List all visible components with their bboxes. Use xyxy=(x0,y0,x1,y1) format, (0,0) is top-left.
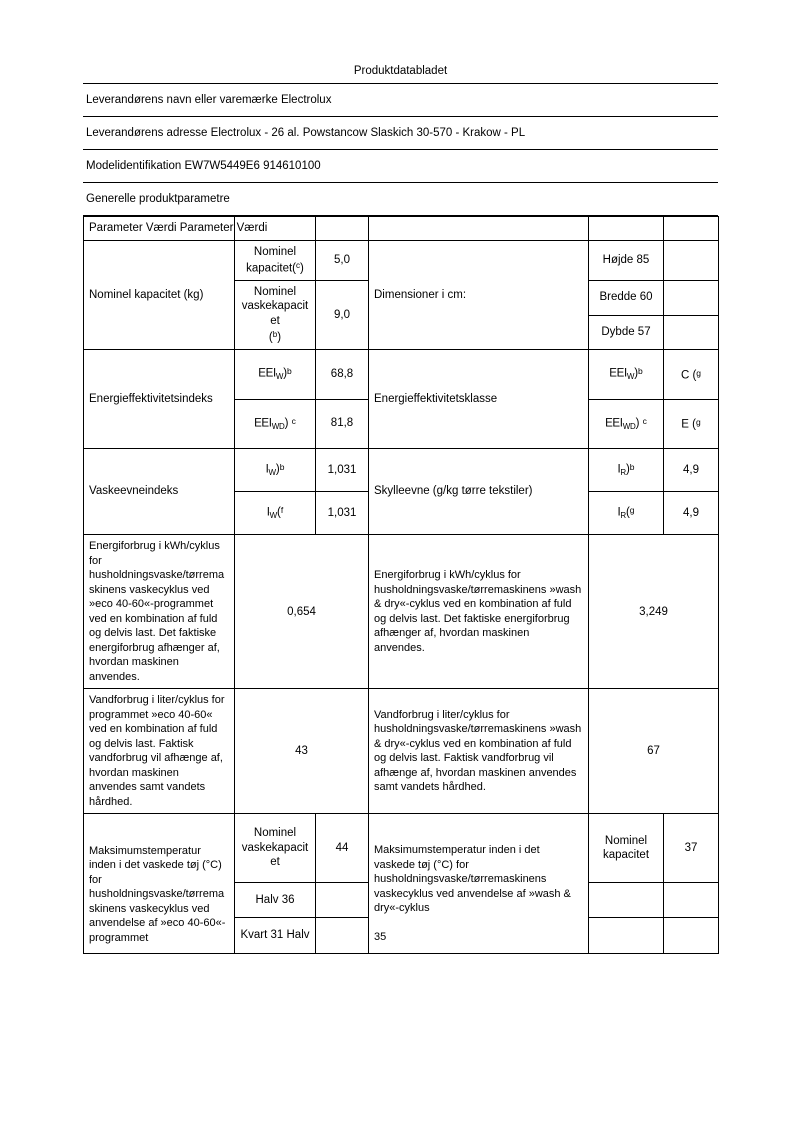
parameter-header-spacer-3 xyxy=(369,217,589,241)
wash-capacity-footnote: b xyxy=(272,330,278,340)
eei-wd-label: $EEI_{WD}$) $^c$ xyxy=(235,399,316,448)
ir-g-subscript: R xyxy=(620,510,626,520)
maxtemp-washdry-rated-value: 37 xyxy=(664,814,719,883)
water-eco-value: 43 xyxy=(235,689,369,814)
eei-w-subscript: W xyxy=(275,372,284,381)
maxtemp-eco-quarter-label: Kvart 31 Halv xyxy=(235,918,316,954)
model-identification-row: Modelidentifikation EW7W5449E6 914610100 xyxy=(83,150,718,183)
maxtemp-washdry-description xyxy=(369,814,589,954)
dimension-width: Bredde 60 xyxy=(589,280,664,315)
maxtemp-washdry-text: Maksimumstemperatur inden i det vaskede tøj (°C) for husholdningsvaske/tørremaskinens vaskecyklus ved anvendelse af »wash & dry«-cyklus xyxy=(374,844,571,915)
ir-b-label: $I_R)^b$ xyxy=(589,448,664,491)
water-washdry-description: Vandforbrug i liter/cyklus for husholdningsvaske/tørremaskinens »wash & dry«-cyklus ved en kombination af fuld og delvis last. Faktisk vandforbrug vil afhænge af, hvordan maskinen anvendes samt vandets hårdhed. xyxy=(369,689,589,814)
iw-b-subscript: W xyxy=(268,467,276,477)
energy-class-w-footnote: g xyxy=(696,367,702,378)
iw-f-label: $I_W(^f$ xyxy=(235,492,316,535)
iw-b-label: $I_W)^b$ xyxy=(235,448,316,491)
ir-b-footnote: b xyxy=(629,461,635,472)
table-row-capacity-rated xyxy=(84,240,719,280)
energy-class-wd-footnote: g xyxy=(695,417,701,428)
maxtemp-washdry-spill-value: 35 xyxy=(374,930,387,943)
maxtemp-eco-rated-value: 44 xyxy=(316,814,369,883)
dimension-depth: Dybde 57 xyxy=(589,315,664,350)
water-eco-description: Vandforbrug i liter/cyklus for programmet »eco 40-60« ved en kombination af fuld og delvis last. Faktisk vandforbrug vil afhænge af, hvordan maskinen anvendes samt vandets hårdhed. xyxy=(84,689,235,814)
eei-wd-class-subscript: WD xyxy=(622,421,636,431)
maxtemp-washdry-half-spacer xyxy=(589,882,664,918)
table-header-row xyxy=(84,217,719,241)
iw-f-subscript: W xyxy=(269,510,278,520)
maxtemp-eco-quarter-value xyxy=(316,918,369,954)
rated-capacity-footnote: c xyxy=(296,261,300,270)
general-parameters-row: Generelle produktparametre xyxy=(83,183,718,216)
parameter-header-spacer-5 xyxy=(664,217,719,241)
ir-g-label: $I_R(^g$ xyxy=(589,492,664,535)
ir-g-value: 4,9 xyxy=(664,492,719,535)
rated-capacity-value: 5,0 xyxy=(316,240,369,280)
table-row-energy-consumption xyxy=(84,535,719,689)
dimension-height: Højde 85 xyxy=(589,240,664,280)
maxtemp-eco-description: Maksimumstemperatur inden i det vaskede tøj (°C) for husholdningsvaske/tørremaskinens vaskecyklus ved anvendelse af »eco 40-60«-programmet xyxy=(84,814,235,954)
page-title: Produktdatabladet xyxy=(83,62,718,84)
maxtemp-washdry-half-spacer-2 xyxy=(664,882,719,918)
dimension-height-spacer xyxy=(664,240,719,280)
parameter-header-spacer-4 xyxy=(589,217,664,241)
iw-f-value: 1,031 xyxy=(316,492,369,535)
product-parameters-table xyxy=(83,216,719,954)
dimension-width-spacer xyxy=(664,280,719,315)
maxtemp-eco-rated-label: Nominel vaskekapacitet xyxy=(235,814,316,883)
maxtemp-eco-half-label: Halv 36 xyxy=(235,882,316,918)
eei-w-value: 68,8 xyxy=(316,350,369,399)
eei-wd-value: 81,8 xyxy=(316,399,369,448)
energy-washdry-value: 3,249 xyxy=(589,535,719,689)
energy-class-wd-value: E ($^g$ xyxy=(664,399,719,448)
table-row-maxtemp-rated xyxy=(84,814,719,883)
wash-index-row-label: Vaskeevneindeks xyxy=(84,448,235,535)
eei-wd-class-label: $EEI_{WD}$) $^c$ xyxy=(589,399,664,448)
dimension-depth-spacer xyxy=(664,315,719,350)
energy-eco-description: Energiforbrug i kWh/cyklus for husholdningsvaske/tørremaskinens vaskecyklus ved »eco 40-60«-programmet ved en kombination af fuld og delvis last. Det faktiske energiforbrug afhænger af, hvordan maskinen anvendes. xyxy=(84,535,235,689)
eei-w-footnote: b xyxy=(287,366,292,377)
energy-class-label: Energieffektivitetsklasse xyxy=(369,350,589,449)
eei-w-label: $EEI_W)^b$ xyxy=(235,350,316,399)
iw-f-footnote: f xyxy=(280,505,284,516)
energy-class-w-value: C ($^g$ xyxy=(664,350,719,399)
energy-eco-value: 0,654 xyxy=(235,535,369,689)
parameter-header-spacer-2 xyxy=(316,217,369,241)
ir-b-subscript: R xyxy=(620,467,626,477)
eei-w-class-label: $EEI_W)^b$ xyxy=(589,350,664,399)
rinse-label: Skylleevne (g/kg tørre tekstiler) xyxy=(369,448,589,535)
iw-b-value: 1,031 xyxy=(316,448,369,491)
energy-index-row-label: Energieffektivitetsindeks xyxy=(84,350,235,449)
maxtemp-washdry-rated-label: Nominel kapacitet xyxy=(589,814,664,883)
table-row-iw-b xyxy=(84,448,719,491)
supplier-address-row: Leverandørens adresse Electrolux - 26 al. Powstancow Slaskich 30-570 - Krakow - PL xyxy=(83,117,718,150)
wash-capacity-value: 9,0 xyxy=(316,280,369,349)
eei-w-class-footnote: b xyxy=(638,366,643,377)
maxtemp-washdry-quarter-spacer xyxy=(589,918,664,954)
energy-washdry-description: Energiforbrug i kWh/cyklus for husholdningsvaske/tørremaskinens »wash & dry«-cyklus ved en kombination af fuld og delvis last. Det faktiske energiforbrug afhænger af, hvordan maskinen anvendes. xyxy=(369,535,589,689)
capacity-row-label: Nominel kapacitet (kg) xyxy=(84,240,235,350)
dimensions-label: Dimensioner i cm: xyxy=(369,240,589,350)
table-row-water-consumption xyxy=(84,689,719,814)
eei-wd-subscript: WD xyxy=(271,421,285,431)
ir-b-value: 4,9 xyxy=(664,448,719,491)
ir-g-footnote: g xyxy=(629,505,635,516)
supplier-name-row: Leverandørens navn eller varemærke Electrolux xyxy=(83,84,718,117)
eei-w-class-subscript: W xyxy=(626,372,635,381)
table-row-eei-w xyxy=(84,350,719,399)
wash-capacity-label: Nominel vaskekapacitet ($^b$) xyxy=(235,280,316,349)
eei-wd-class-footnote: c xyxy=(642,415,647,426)
maxtemp-washdry-quarter-spacer-2 xyxy=(664,918,719,954)
eei-wd-footnote: c xyxy=(291,415,296,426)
rated-capacity-label: Nominel kapacitet($^c$) xyxy=(235,240,316,280)
maxtemp-eco-half-value xyxy=(316,882,369,918)
product-fiche-sheet xyxy=(83,62,718,954)
iw-b-footnote: b xyxy=(279,461,285,472)
parameter-header-label: Parameter Værdi Parameter Værdi xyxy=(84,217,235,241)
water-washdry-value: 67 xyxy=(589,689,719,814)
